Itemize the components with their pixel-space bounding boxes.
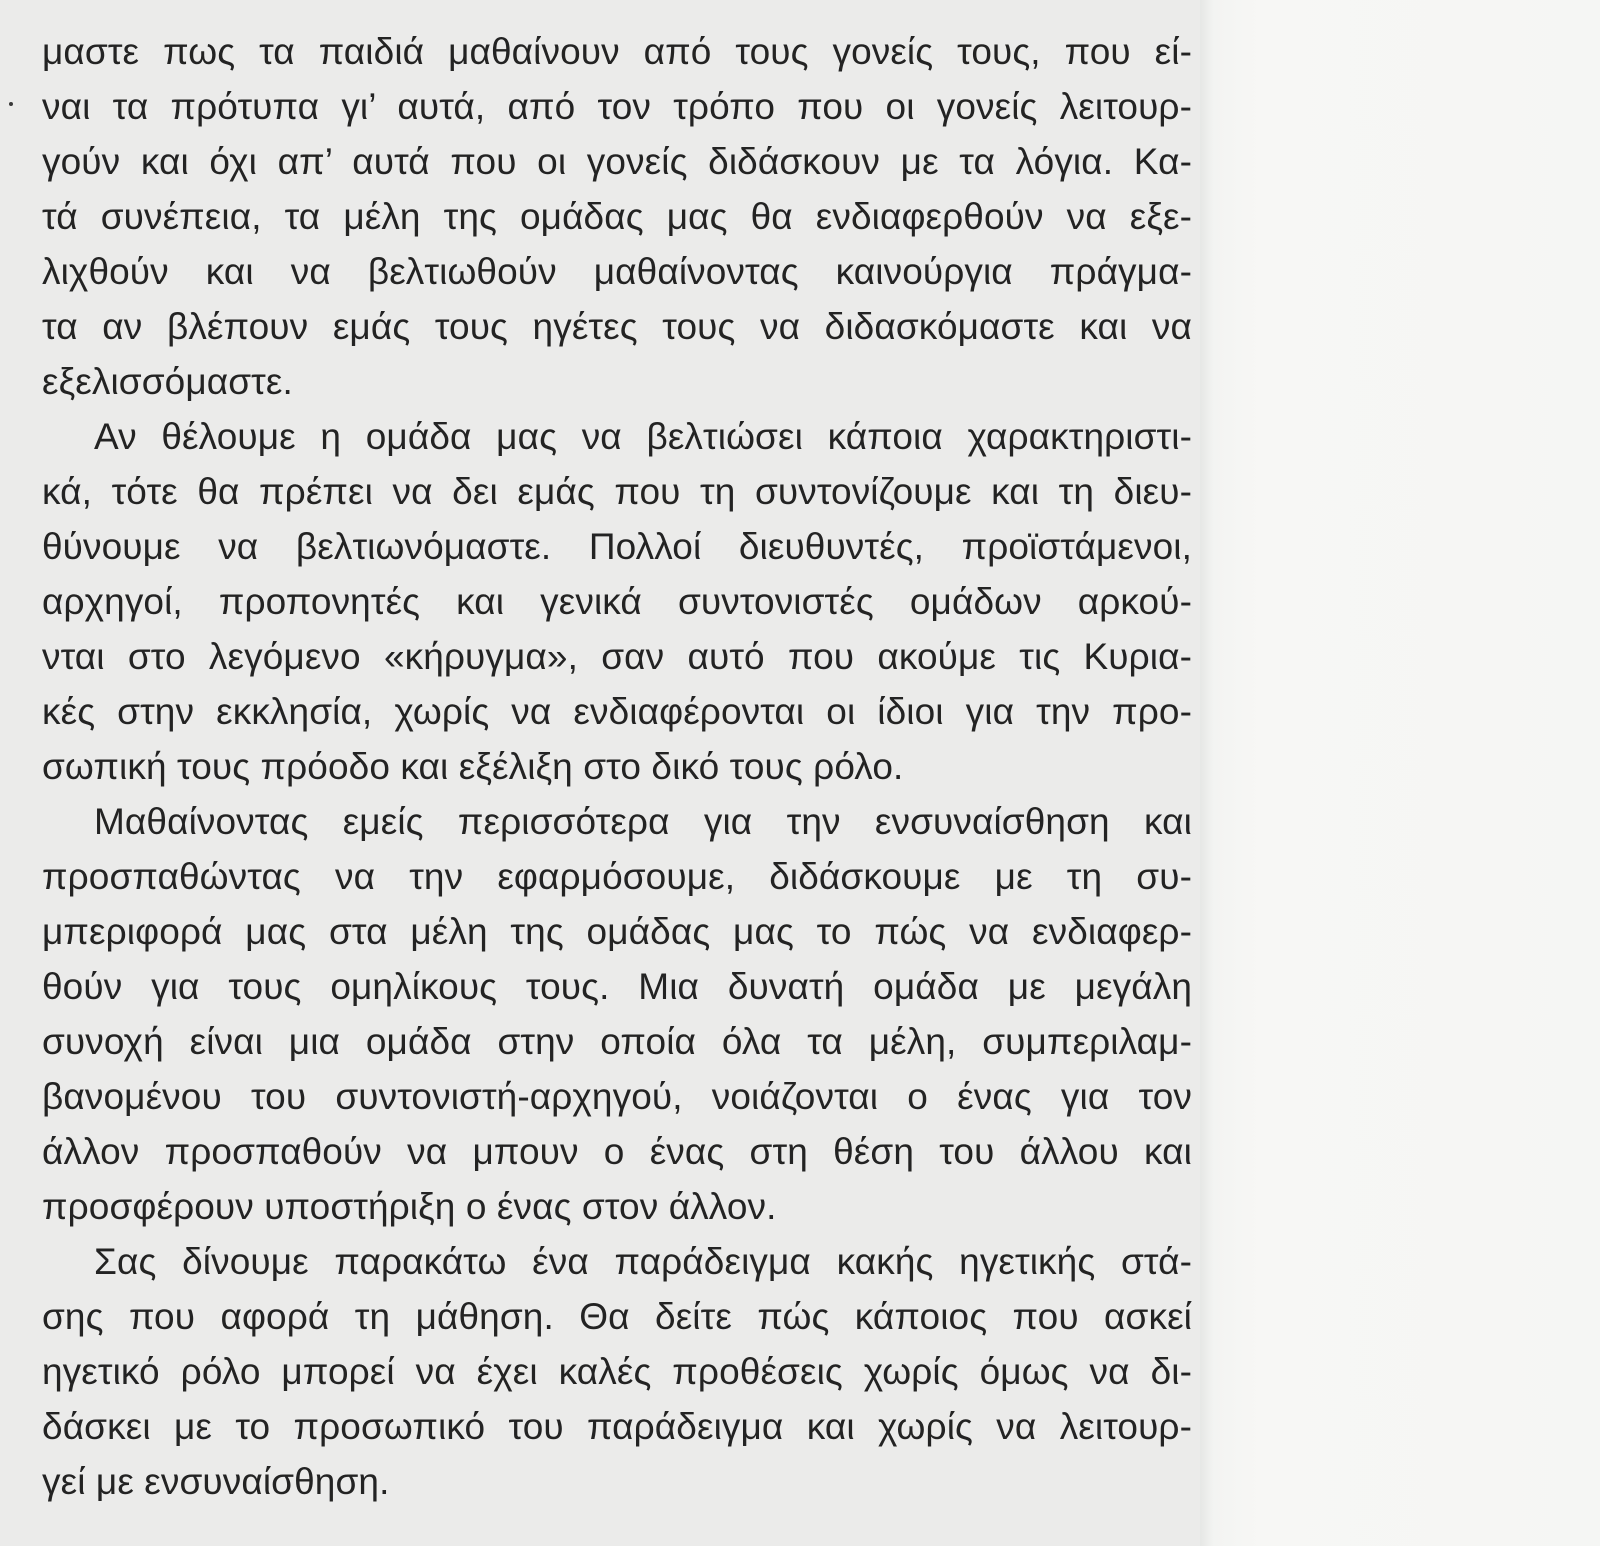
text-line: προσφέρουν υποστήριξη ο ένας στον άλλον. [42, 1186, 777, 1227]
page-margin [1200, 0, 1600, 1546]
text-line: γούν και όχι απ’ αυτά που οι γονείς διδάσκουν με τα λόγια. Κα- [42, 141, 1192, 182]
text-line: άλλον προσπαθούν να μπουν ο ένας στη θέση του άλλου και [42, 1131, 1192, 1172]
text-line: μαστε πως τα παιδιά μαθαίνουν από τους γονείς τους, που εί- [42, 31, 1192, 72]
text-line: βανομένου του συντονιστή-αρχηγού, νοιάζονται ο ένας για τον [42, 1076, 1192, 1117]
text-line: μπεριφορά μας στα μέλη της ομάδας μας το πώς να ενδιαφερ- [42, 911, 1192, 952]
text-line: αρχηγοί, προπονητές και γενικά συντονιστές ομάδων αρκού- [42, 581, 1192, 622]
text-line: προσπαθώντας να την εφαρμόσουμε, διδάσκουμε με τη συ- [42, 856, 1192, 897]
text-line: νται στο λεγόμενο «κήρυγμα», σαν αυτό που ακούμε τις Κυρια- [42, 636, 1192, 677]
text-line: τα αν βλέπουν εμάς τους ηγέτες τους να διδασκόμαστε και να [42, 306, 1192, 347]
body-text [42, 24, 1192, 1509]
text-line: ναι τα πρότυπα γι’ αυτά, από τον τρόπο που οι γονείς λειτουρ- [42, 86, 1192, 127]
text-line: γεί με ενσυναίσθηση. [42, 1461, 390, 1502]
text-line: σης που αφορά τη μάθηση. Θα δείτε πώς κάποιος που ασκεί [42, 1296, 1192, 1337]
text-line: σωπική τους πρόοδο και εξέλιξη στο δικό τους ρόλο. [42, 746, 904, 787]
text-line: συνοχή είναι μια ομάδα στην οποία όλα τα μέλη, συμπεριλαμ- [42, 1021, 1192, 1062]
text-line: κά, τότε θα πρέπει να δει εμάς που τη συντονίζουμε και τη διευ- [42, 471, 1192, 512]
text-line: Αν θέλουμε η ομάδα μας να βελτιώσει κάποια χαρακτηριστι- [94, 416, 1192, 457]
paragraph-2 [42, 409, 1192, 794]
text-line: τά συνέπεια, τα μέλη της ομάδας μας θα ενδιαφερθούν να εξε- [42, 196, 1192, 237]
text-line: θύνουμε να βελτιωνόμαστε. Πολλοί διευθυντές, προϊστάμενοι, [42, 526, 1192, 567]
text-line: δάσκει με το προσωπικό του παράδειγμα και χωρίς να λειτουρ- [42, 1406, 1192, 1447]
scan-speck [9, 102, 13, 106]
paragraph-4 [42, 1234, 1192, 1509]
text-line: ηγετικό ρόλο μπορεί να έχει καλές προθέσεις χωρίς όμως να δι- [42, 1351, 1192, 1392]
text-line: Σας δίνουμε παρακάτω ένα παράδειγμα κακής ηγετικής στά- [94, 1241, 1192, 1282]
text-line: κές στην εκκλησία, χωρίς να ενδιαφέρονται οι ίδιοι για την προ- [42, 691, 1192, 732]
paragraph-1 [42, 24, 1192, 409]
paragraph-3 [42, 794, 1192, 1234]
text-line: Μαθαίνοντας εμείς περισσότερα για την ενσυναίσθηση και [94, 801, 1192, 842]
text-line: θούν για τους ομηλίκους τους. Μια δυνατή ομάδα με μεγάλη [42, 966, 1192, 1007]
text-line: εξελισσόμαστε. [42, 361, 293, 402]
text-line: λιχθούν και να βελτιωθούν μαθαίνοντας καινούργια πράγμα- [42, 251, 1192, 292]
